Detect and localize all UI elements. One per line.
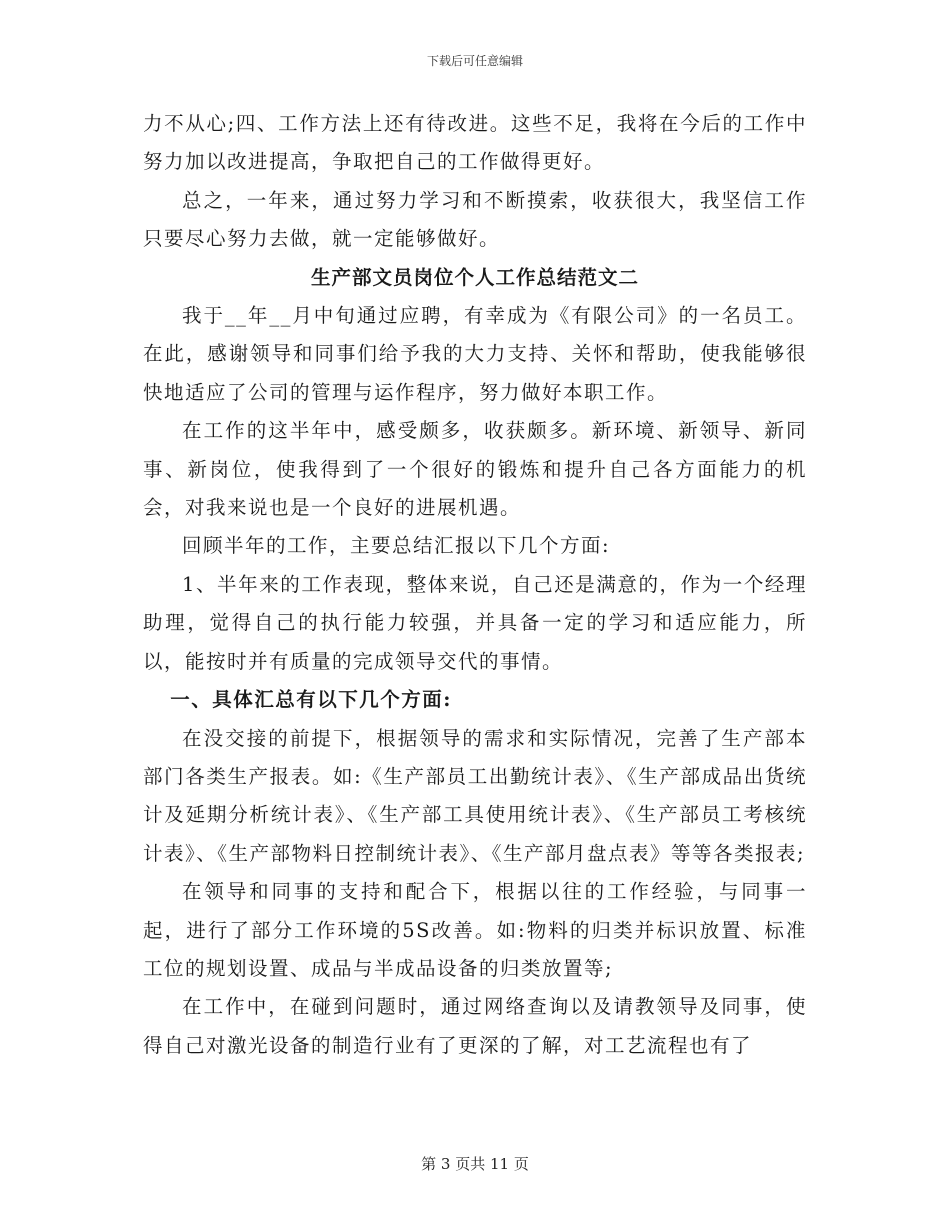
- paragraph: 总之，一年来，通过努力学习和不断摸索，收获很大，我坚信工作只要尽心努力去做，就一定能够做好。: [143, 188, 807, 251]
- paragraph: 我于__年__月中旬通过应聘，有幸成为《有限公司》的一名员工。在此，感谢领导和同事们给予我的大力支持、关怀和帮助，使我能够很快地适应了公司的管理与运作程序，努力做好本职工作。: [143, 304, 807, 404]
- paragraph: 在工作的这半年中，感受颇多，收获颇多。新环境、新领导、新同事、新岗位，使我得到了一个很好的锻炼和提升自己各方面能力的机会，对我来说也是一个良好的进展机遇。: [143, 419, 807, 520]
- paragraph: 回顾半年的工作，主要总结汇报以下几个方面:: [182, 534, 611, 558]
- subsection-heading: 一、具体汇总有以下几个方面:: [170, 688, 452, 712]
- paragraph: 力不从心;四、工作方法上还有待改进。这些不足，我将在今后的工作中努力加以改进提高，争取把自己的工作做得更好。: [143, 112, 807, 174]
- paragraph: 在领导和同事的支持和配合下，根据以往的工作经验，与同事一起，进行了部分工作环境的5S改善。如:物料的归类并标识放置、标准工位的规划设置、成品与半成品设备的归类放置等;: [143, 880, 807, 980]
- page-header-note: 下载后可任意编辑: [426, 54, 523, 68]
- paragraph: 在工作中，在碰到问题时，通过网络查询以及请教领导及同事，使得自己对激光设备的制造行业有了更深的了解，对工艺流程也有了: [143, 995, 807, 1057]
- paragraph: 在没交接的前提下，根据领导的需求和实际情况，完善了生产部本部门各类生产报表。如:《生产部员工出勤统计表》、《生产部成品出货统计及延期分析统计表》、《生产部工具使用统计表》、《生产部员工考核统计表》、《生产部物料日控制统计表》、《生产部月盘点表》等等各类报表;: [143, 726, 807, 865]
- document-body: [143, 105, 807, 1065]
- page-number: 第 3 页共 11 页: [421, 1155, 529, 1173]
- paragraph: 1、半年来的工作表现，整体来说，自己还是满意的，作为一个经理助理，觉得自己的执行能力较强，并具备一定的学习和适应能力，所以，能按时并有质量的完成领导交代的事情。: [143, 572, 807, 673]
- section-title: 生产部文员岗位个人工作总结范文二: [310, 265, 639, 289]
